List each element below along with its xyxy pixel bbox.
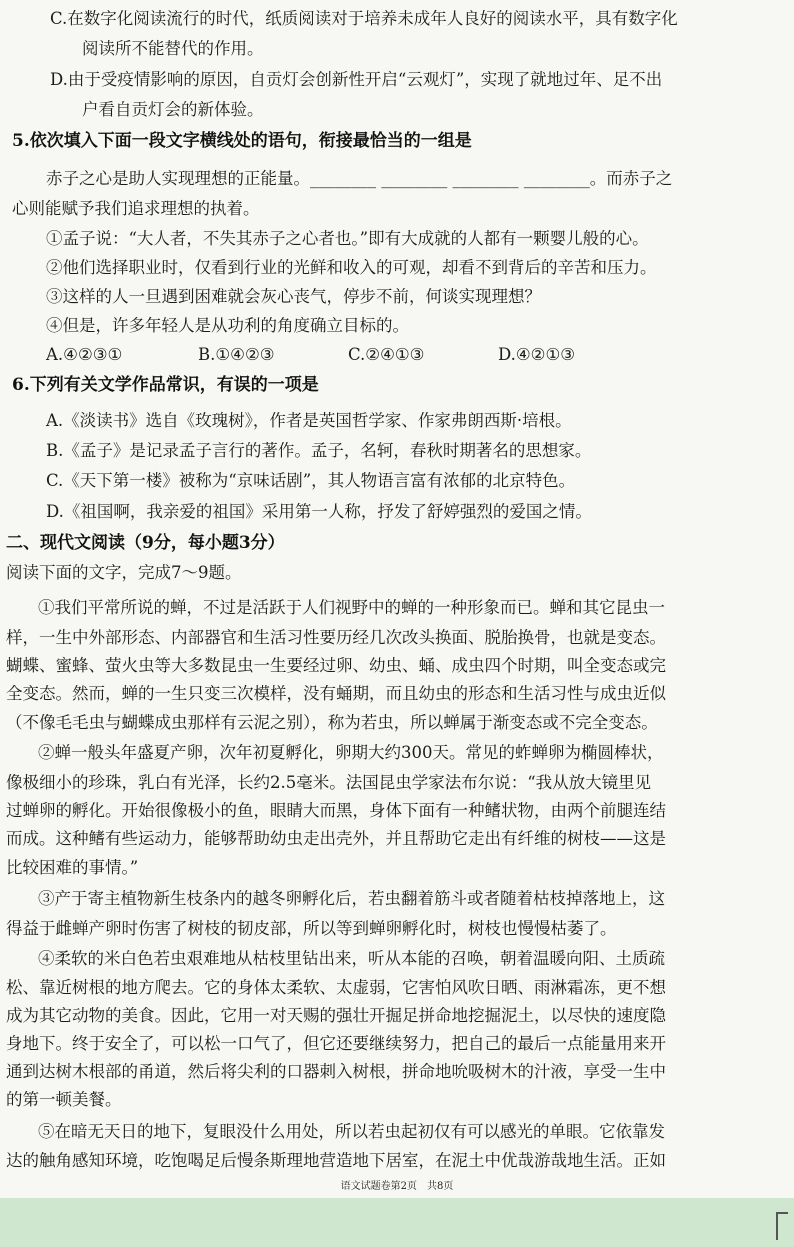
q5-option-a: A.④②③① bbox=[46, 345, 123, 364]
q5-stem: 5.依次填入下面一段文字横线处的语句，衔接最恰当的一组是 bbox=[12, 131, 472, 151]
article-p5-line1: ⑤在暗无天日的地下，复眼没什么用处，所以若虫起初仅有可以感光的单眼。它依靠发 bbox=[38, 1122, 665, 1141]
article-p1-line2: 样，一生中外部形态、内部器官和生活习性要历经几次改头换面、脱胎换骨，也就是变态。 bbox=[6, 628, 666, 647]
article-p3-line1: ③产于寄主植物新生枝条内的越冬卵孵化后，若虫翻着筋斗或者随着枯枝掉落地上，这 bbox=[38, 889, 665, 908]
q5-option-c: C.②④①③ bbox=[348, 345, 425, 364]
article-p4-line5: 通到达树木根部的甬道，然后将尖利的口器刺入树根，拼命地吮吸树木的汁液，享受一生中 bbox=[6, 1062, 666, 1081]
q5-sentence-1: ①孟子说：“大人者，不失其赤子之心者也。”即有大成就的人都有一颗婴儿般的心。 bbox=[46, 229, 649, 248]
article-p1-line3: 蝴蝶、蜜蜂、萤火虫等大多数昆虫一生要经过卵、幼虫、蛹、成虫四个时期，叫全变态或完 bbox=[6, 656, 666, 675]
article-p4-line2: 松、靠近树根的地方爬去。它的身体太柔软、太虚弱，它害怕风吹日晒、雨淋霜冻，更不想 bbox=[6, 978, 666, 997]
q5-sentence-2: ②他们选择职业时，仅看到行业的光鲜和收入的可观，却看不到背后的辛苦和压力。 bbox=[46, 258, 657, 277]
article-p3-line2: 得益于雌蝉产卵时伤害了树枝的韧皮部，所以等到蝉卵孵化时，树枝也慢慢枯萎了。 bbox=[6, 919, 617, 938]
q5-options bbox=[46, 344, 575, 366]
q4-option-c-line1: C.在数字化阅读流行的时代，纸质阅读对于培养未成年人良好的阅读水平，具有数字化 bbox=[50, 9, 678, 28]
q5-passage-line2: 心则能赋予我们追求理想的执着。 bbox=[12, 199, 260, 218]
q6-option-a: A.《淡读书》选自《玫瑰树》，作者是英国哲学家、作家弗朗西斯·培根。 bbox=[46, 411, 572, 430]
q4-option-d-line2: 户看自贡灯会的新体验。 bbox=[82, 100, 264, 119]
q6-option-d: D.《祖国啊，我亲爱的祖国》采用第一人称，抒发了舒婷强烈的爱国之情。 bbox=[46, 502, 592, 521]
article-p4-line4: 身地下。终于安全了，可以松一口气了，但它还要继续努力，把自己的最后一点能量用来开 bbox=[6, 1034, 666, 1053]
article-p2-line4: 而成。这种鳍有些运动力，能够帮助幼虫走出壳外，并且帮助它走出有纤维的树枝——这是 bbox=[6, 829, 666, 848]
article-p2-line5: 比较困难的事情。” bbox=[6, 858, 139, 877]
article-p1-line1: ①我们平常所说的蝉，不过是活跃于人们视野中的蝉的一种形象而已。蝉和其它昆虫一 bbox=[38, 598, 665, 617]
article-p2-line2: 像极细小的珍珠，乳白有光泽，长约2.5毫米。法国昆虫学家法布尔说：“我从放大镜里见 bbox=[6, 773, 652, 792]
article-p1-line4: 全变态。然而，蝉的一生只变三次模样，没有蛹期，而且幼虫的形态和生活习性与成虫近似 bbox=[6, 684, 666, 703]
q5-sentence-4: ④但是，许多年轻人是从功利的角度确立目标的。 bbox=[46, 316, 409, 335]
q6-stem: 6.下列有关文学作品常识，有误的一项是 bbox=[12, 375, 319, 395]
q5-passage-line1: 赤子之心是助人实现理想的正能量。________ ________ ________ ________。而赤子之 bbox=[46, 169, 673, 188]
article-p4-line1: ④柔软的米白色若虫艰难地从枯枝里钻出来，听从本能的召唤，朝着温暖向阳、土质疏 bbox=[38, 949, 665, 968]
article-p5-line2: 达的触角感知环境，吃饱喝足后慢条斯理地营造地下居室，在泥土中优哉游哉地生活。正如 bbox=[6, 1151, 666, 1170]
q4-option-d-line1: D.由于受疫情影响的原因，自贡灯会创新性开启“云观灯”，实现了就地过年、足不出 bbox=[50, 70, 663, 89]
page-footer: 语文试题卷第2页 共8页 bbox=[340, 1181, 454, 1192]
q6-option-c: C.《天下第一楼》被称为“京味话剧”，其人物语言富有浓郁的北京特色。 bbox=[46, 471, 576, 490]
article-p4-line6: 的第一顿美餐。 bbox=[6, 1090, 122, 1109]
q5-option-d: D.④②①③ bbox=[498, 345, 576, 364]
viewer-background bbox=[0, 1198, 794, 1247]
section2-instruction: 阅读下面的文字，完成7～9题。 bbox=[6, 563, 242, 582]
q6-option-b: B.《孟子》是记录孟子言行的著作。孟子，名轲，春秋时期著名的思想家。 bbox=[46, 441, 592, 460]
article-p4-line3: 成为其它动物的美食。因此，它用一对天赐的强壮开掘足拼命地挖掘泥土，以尽快的速度隐 bbox=[6, 1006, 666, 1025]
article-p1-line5: （不像毛毛虫与蝴蝶成虫那样有云泥之别），称为若虫，所以蝉属于渐变态或不完全变态。 bbox=[6, 713, 658, 732]
article-p2-line1: ②蝉一般头年盛夏产卵，次年初夏孵化，卵期大约300天。常见的蚱蝉卵为椭圆棒状， bbox=[38, 743, 664, 762]
section2-heading: 二、现代文阅读（9分，每小题3分） bbox=[6, 533, 285, 553]
article-p2-line3: 过蝉卵的孵化。开始很像极小的鱼，眼睛大而黑，身体下面有一种鳍状物，由两个前腿连结 bbox=[6, 801, 666, 820]
q5-sentence-3: ③这样的人一旦遇到困难就会灰心丧气，停步不前，何谈实现理想？ bbox=[46, 287, 541, 306]
scroll-corner-mark bbox=[776, 1212, 788, 1240]
q4-option-c-line2: 阅读所不能替代的作用。 bbox=[82, 39, 264, 58]
q5-option-b: B.①④②③ bbox=[198, 345, 275, 364]
